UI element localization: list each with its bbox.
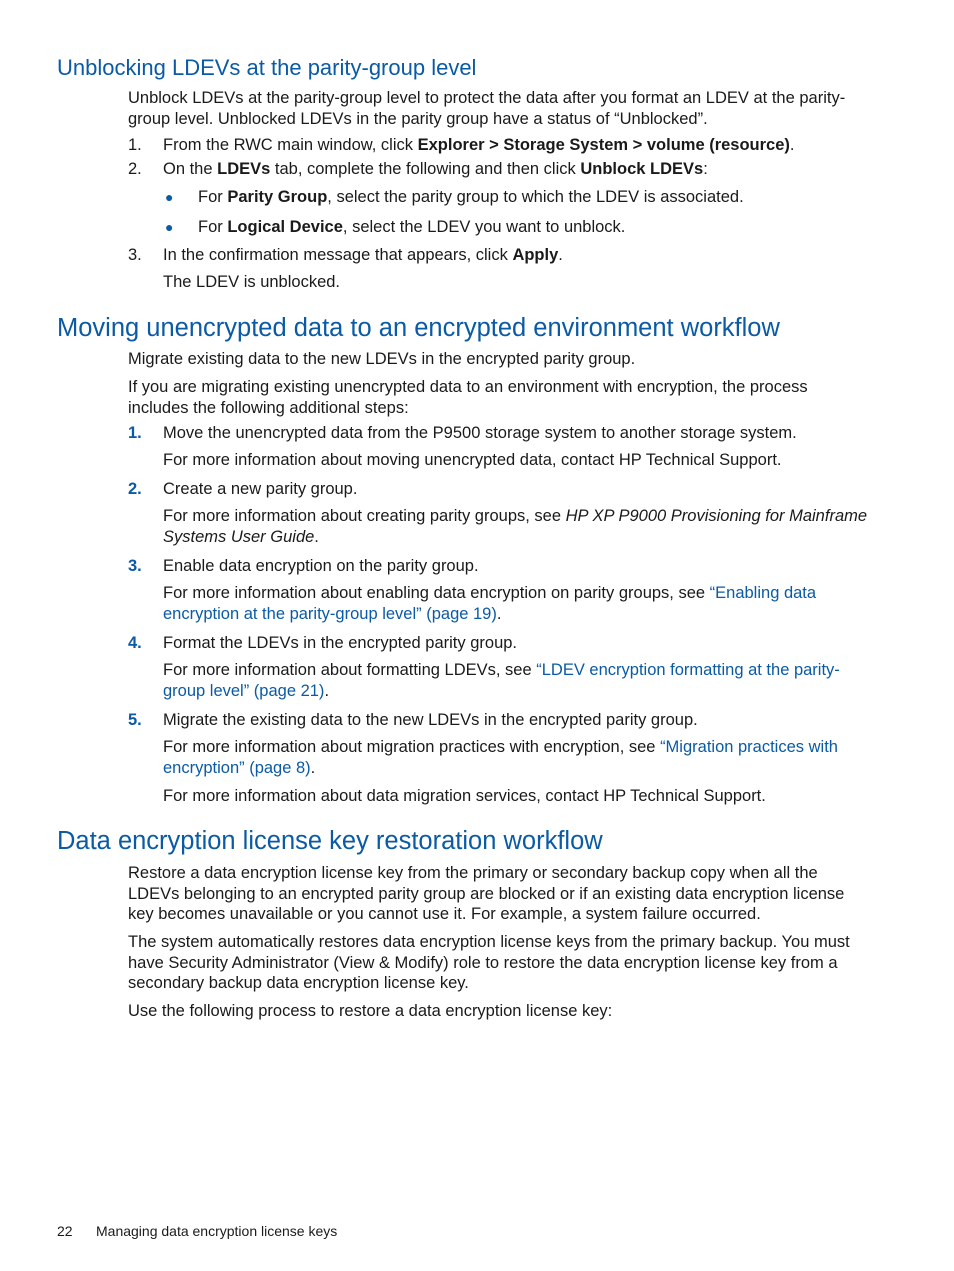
- section1-bullet-logical-device: For Logical Device, select the LDEV you want to unblock.: [198, 218, 626, 236]
- step-number: 1.: [128, 424, 142, 442]
- step-number: 4.: [128, 634, 142, 652]
- section-heading-moving-unencrypted-data: Moving unencrypted data to an encrypted environment workflow: [57, 314, 780, 342]
- link-ldev-encryption-formatting[interactable]: “LDEV encryption formatting at the parity-group level” (page 21): [163, 661, 840, 700]
- section-heading-license-key-restoration: Data encryption license key restoration workflow: [57, 827, 603, 855]
- link-migration-practices[interactable]: “Migration practices with encryption” (page 8): [163, 738, 838, 777]
- section1-step1: From the RWC main window, click Explorer > Storage System > volume (resource).: [163, 136, 795, 154]
- step-number: 2.: [128, 480, 142, 498]
- section2-step2: Create a new parity group.: [163, 480, 358, 498]
- section1-step2: On the LDEVs tab, complete the following and then click Unblock LDEVs:: [163, 160, 708, 178]
- section2-step2-note: For more information about creating parity groups, see HP XP P9000 Provisioning for Mainframe Systems User Guide.: [163, 507, 868, 546]
- bullet-icon: ●: [165, 219, 174, 235]
- section1-result: The LDEV is unblocked.: [163, 273, 341, 291]
- section2-step1: Move the unencrypted data from the P9500 storage system to another storage system.: [163, 424, 797, 442]
- section3-para2: The system automatically restores data encryption license keys from the primary backup. You must have Security Administrator (View & Modify) role to restore the data encryption license key from a secondary backup data encryption license key.: [128, 933, 850, 992]
- section2-step5: Migrate the existing data to the new LDEVs in the encrypted parity group.: [163, 711, 698, 729]
- section2-step3: Enable data encryption on the parity group.: [163, 557, 479, 575]
- section3-para3: Use the following process to restore a data encryption license key:: [128, 1002, 613, 1020]
- section1-step3: In the confirmation message that appears, click Apply.: [163, 246, 563, 264]
- section-heading-unblocking-ldevs: Unblocking LDEVs at the parity-group level: [57, 55, 477, 80]
- section2-step5-note2: For more information about data migration services, contact HP Technical Support.: [163, 787, 766, 805]
- section2-step3-note: For more information about enabling data encryption on parity groups, see “Enabling data encryption at the parity-group level” (page 19).: [163, 584, 817, 623]
- step-number: 1.: [128, 136, 142, 154]
- step-number: 5.: [128, 711, 142, 729]
- page-number: 22: [57, 1223, 73, 1239]
- step-number: 2.: [128, 160, 142, 178]
- section1-bullet-parity-group: For Parity Group, select the parity group to which the LDEV is associated.: [198, 188, 744, 206]
- section2-step4-note: For more information about formatting LDEVs, see “LDEV encryption formatting at the parity-group level” (page 21).: [163, 661, 840, 700]
- section2-para2: If you are migrating existing unencrypted data to an environment with encryption, the process includes the following additional steps:: [128, 378, 808, 417]
- bullet-icon: ●: [165, 189, 174, 205]
- section2-para1: Migrate existing data to the new LDEVs in the encrypted parity group.: [128, 350, 636, 368]
- footer-chapter-title: Managing data encryption license keys: [96, 1223, 338, 1239]
- section2-step5-note: For more information about migration practices with encryption, see “Migration practices with encryption” (page 8).: [163, 738, 838, 777]
- section3-para1: Restore a data encryption license key from the primary or secondary backup copy when all the LDEVs belonging to an encrypted parity group are blocked or if an existing data encryption license key becomes unavailable or you cannot use it. For example, a system failure occurred.: [128, 864, 845, 923]
- step-number: 3.: [128, 246, 142, 264]
- step-number: 3.: [128, 557, 142, 575]
- section2-step1-note: For more information about moving unencrypted data, contact HP Technical Support.: [163, 451, 782, 469]
- section1-intro: Unblock LDEVs at the parity-group level to protect the data after you format an LDEV at the parity-group level. Unblocked LDEVs in the parity group have a status of “Unblocked”.: [128, 89, 846, 128]
- link-enabling-data-encryption[interactable]: “Enabling data encryption at the parity-group level” (page 19): [163, 584, 817, 623]
- section2-step4: Format the LDEVs in the encrypted parity group.: [163, 634, 518, 652]
